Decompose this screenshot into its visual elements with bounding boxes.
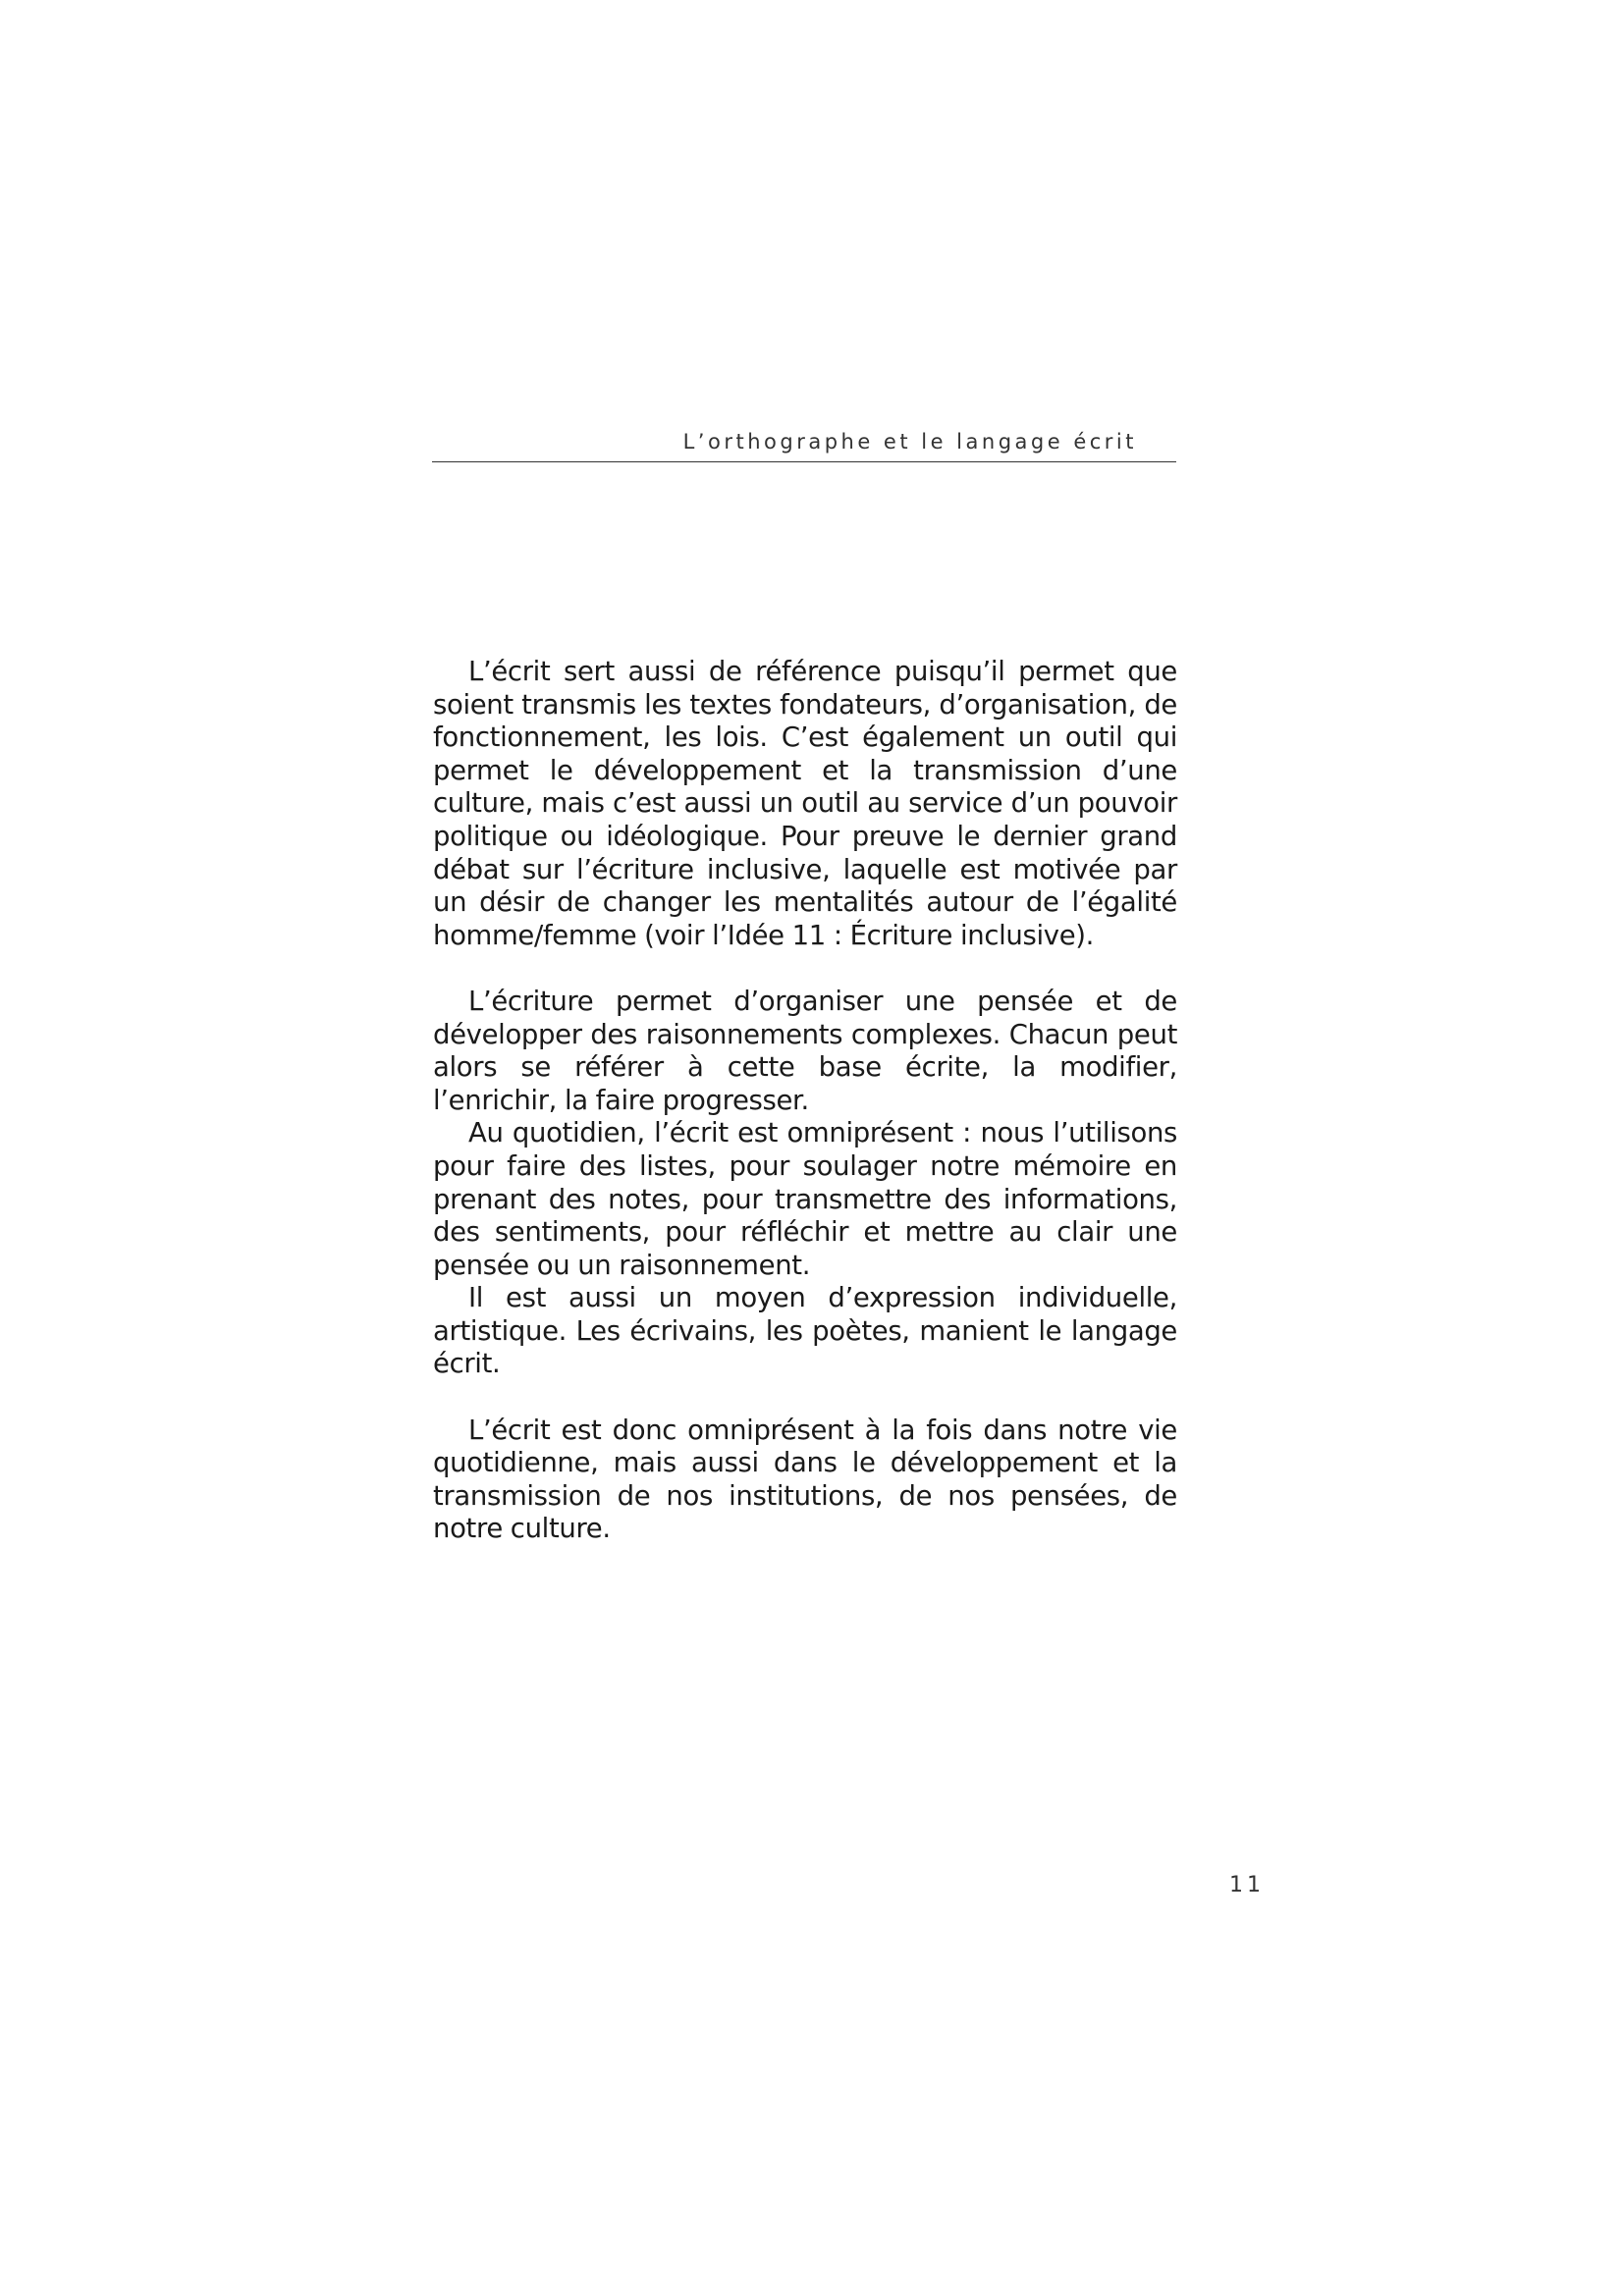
paragraph-3: Au quotidien, l’écrit est omniprésent : nous l’utilisons pour faire des listes, pour soulager notre mémoire en prenant des notes, pour transmettre des informations, des sentiments, pour réfléchir et mettre au clair une pensée ou un raisonnement. xyxy=(433,1117,1177,1281)
paragraph-5: L’écrit est donc omniprésent à la fois dans notre vie quotidienne, mais aussi dans le développement et la transmission de nos institutions, de nos pensées, de notre culture. xyxy=(433,1414,1177,1545)
header-rule xyxy=(432,461,1176,462)
running-header-title: L’orthographe et le langage écrit xyxy=(682,430,1137,454)
paragraph-2: L’écriture permet d’organiser une pensée et de développer des raisonnements complexes. Chacun peut alors se référer à cette base écrite, la modifier, l’enrichir, la faire progresser. xyxy=(433,985,1177,1116)
paragraph-1: L’écrit sert aussi de référence puisqu’il permet que soient transmis les textes fondateurs, d’organisation, de fonctionnement, les lois. C’est également un outil qui permet le développement et la transmission d’une culture, mais c’est aussi un outil au service d’un pouvoir politique ou idéologique. Pour preuve le dernier grand débat sur l’écriture inclusive, laquelle est motivée par un désir de changer les mentalités autour de l’égalité homme/femme (voir l’Idée 11 : Écriture inclusive). xyxy=(433,656,1177,951)
page-number: 11 xyxy=(1229,1873,1265,1897)
body-text xyxy=(433,656,1177,1546)
paragraph-4: Il est aussi un moyen d’expression individuelle, artistique. Les écrivains, les poètes, manient le langage écrit. xyxy=(433,1282,1177,1380)
running-header xyxy=(432,424,1176,463)
